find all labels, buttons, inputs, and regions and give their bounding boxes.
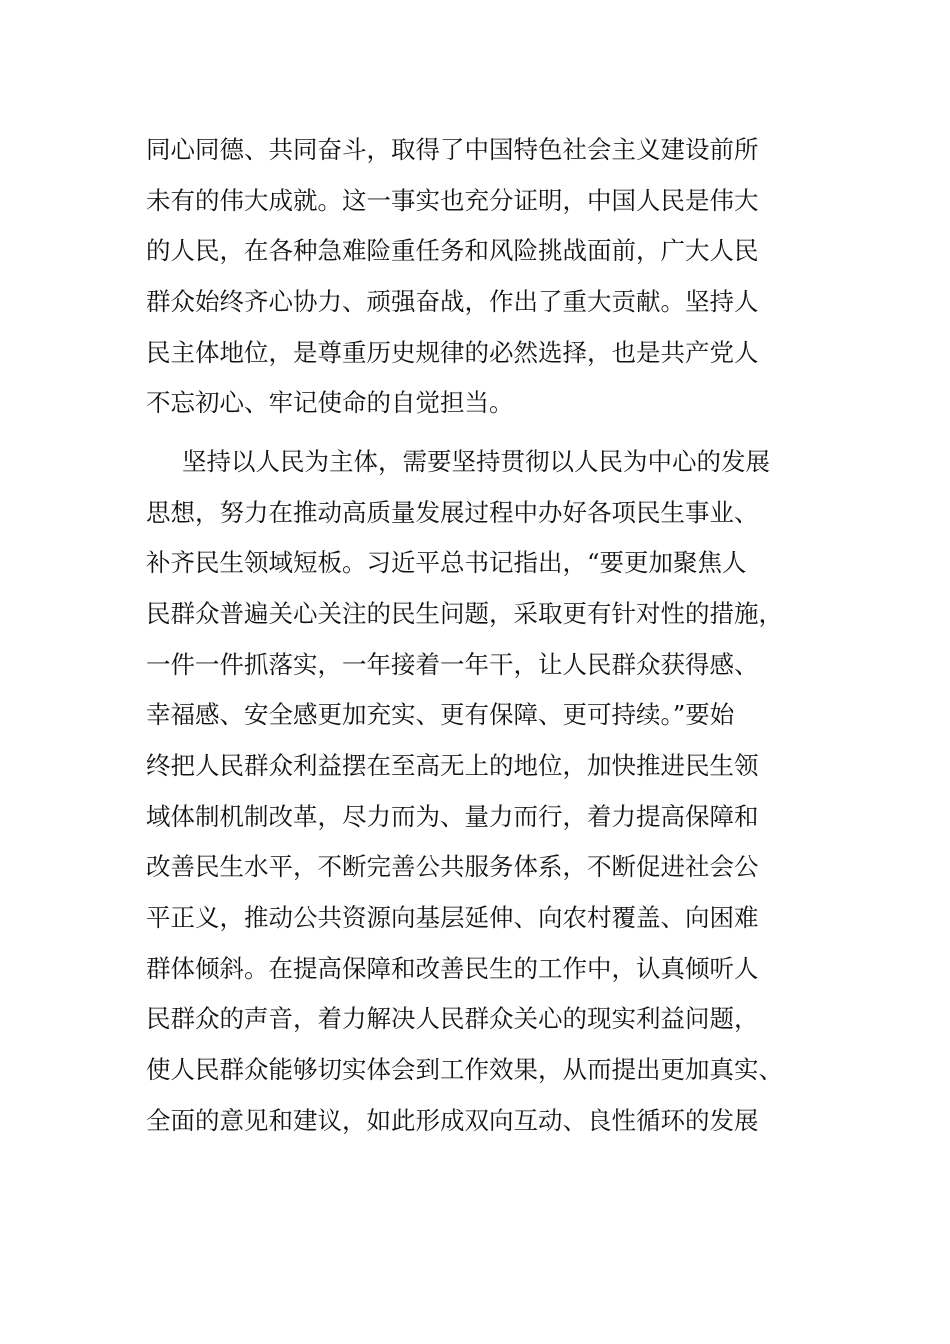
paragraph-line: 使人民群众能够切实体会到工作效果，从而提出更加真实、 (146, 1055, 783, 1084)
paragraph-line: 民群众普遍关心关注的民生问题，采取更有针对性的措施， (146, 599, 783, 628)
paragraph-line: 幸福感、安全感更加充实、更有保障、更可持续。”要始 (146, 700, 735, 729)
paragraph-line: 改善民生水平，不断完善公共服务体系，不断促进社会公 (146, 852, 759, 881)
paragraph-line: 群众始终齐心协力、顽强奋战，作出了重大贡献。坚持人 (146, 287, 759, 316)
paragraph-line: 未有的伟大成就。这一事实也充分证明，中国人民是伟大 (146, 186, 759, 215)
paragraph-line: 的人民，在各种急难险重任务和风险挑战面前，广大人民 (146, 236, 759, 265)
paragraph-line: 民主体地位，是尊重历史规律的必然选择，也是共产党人 (146, 338, 759, 367)
paragraph-line: 思想，努力在推动高质量发展过程中办好各项民生事业、 (146, 498, 759, 527)
paragraph-line: 不忘初心、牢记使命的自觉担当。 (146, 388, 514, 417)
paragraph-line: 全面的意见和建议，如此形成双向互动、良性循环的发展 (146, 1106, 759, 1135)
paragraph-line: 补齐民生领域短板。习近平总书记指出，“要更加聚焦人 (146, 548, 747, 577)
paragraph-line: 同心同德、共同奋斗，取得了中国特色社会主义建设前所 (146, 135, 759, 164)
paragraph-line: 一件一件抓落实，一年接着一年干，让人民群众获得感、 (146, 650, 759, 679)
paragraph-line: 域体制机制改革，尽力而为、量力而行，着力提高保障和 (146, 802, 759, 831)
paragraph-line: 群体倾斜。在提高保障和改善民生的工作中，认真倾听人 (146, 954, 759, 983)
paragraph-line: 民群众的声音，着力解决人民群众关心的现实利益问题， (146, 1004, 759, 1033)
paragraph-line: 终把人民群众利益摆在至高无上的地位，加快推进民生领 (146, 751, 759, 780)
paragraph-line: 坚持以人民为主体，需要坚持贯彻以人民为中心的发展 (182, 447, 770, 476)
paragraph-line: 平正义，推动公共资源向基层延伸、向农村覆盖、向困难 (146, 903, 759, 932)
